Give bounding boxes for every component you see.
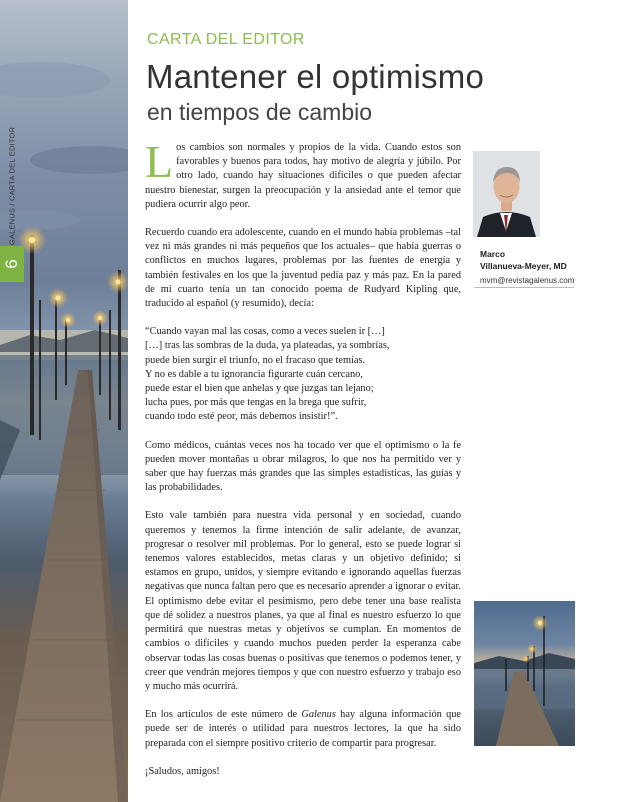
closing-line: ¡Saludos, amigos!: [145, 765, 220, 777]
author-photo: [473, 151, 540, 237]
drop-cap: L: [145, 136, 174, 187]
paragraph-5-start: En los artículos de este número de: [145, 709, 302, 721]
article-title: Mantener el optimismo: [146, 58, 485, 95]
cover-photo-pier: [0, 0, 128, 802]
paragraph-2: Recuerdo cuando era adolescente, cuando en el mundo había problemas –tal vez ni más grandes ni más pequeños que los actuales– que había guerras o conflictos en muchos lugares, problemas por las fuentes de energía y también festivales en los que la juventud pedía paz y más paz. En la pared de mi cuarto tenía un tan conocido poema de Rudyard Kipling que, traducido al español (y resumido), decía:: [145, 227, 461, 310]
pier-illustration: [0, 0, 128, 802]
paragraph-1-text: os cambios son normales y propios de la vida. Cuando estos son favorables y buenos para todos, hay motivo de alegría y júbilo. Por otro lado, cuando hay situaciones difíciles o que pueden afectar nuestro bienestar, surgen la preocupación y la ansiedad ante el temor que pudiera ocurrir algo peor.: [145, 142, 461, 210]
page-number: 6: [2, 259, 21, 269]
author-last-name: Villanueva-Meyer, MD: [480, 261, 567, 271]
paragraph-5-end: hay alguna información que puede ser de interés o utilidad para nuestros lectores, la que ha sido preparada con el siempre positivo criterio de compartir para progresar.: [145, 709, 462, 749]
author-name: [480, 248, 567, 272]
pier-thumbnail: [474, 601, 575, 746]
paragraph-3: Como médicos, cuántas veces nos ha tocado ver que el optimismo o la fe pueden mover montañas u obrar milagros, lo que nos ha permitido ver y saber que hay fuerzas más grandes que las simples estadísticas, las guías y las probabilidades.: [145, 439, 461, 494]
running-head: [0, 126, 24, 246]
paragraph-1: [145, 136, 461, 212]
quote-line: puede bien surgir el triunfo, no el fracaso que temías.: [145, 354, 366, 366]
quote-line: puede estar el bien que anhelas y que juzgas tan lejano;: [145, 383, 374, 395]
quote-line: Y no es dable a tu ignorancia figurarte cuán cercano,: [145, 368, 363, 380]
quote-line: lucha pues, por más que tengas en la brega que sufrir,: [145, 397, 367, 409]
article-body: [145, 136, 462, 793]
quote-line: “Cuando vayan mal las cosas, como a veces suelen ir […]: [145, 326, 385, 338]
magazine-name: Galenus: [301, 709, 336, 721]
kipling-quote: [145, 325, 461, 424]
author-divider: [474, 287, 574, 288]
author-first-name: Marco: [480, 249, 506, 259]
quote-line: cuando todo esté peor, más debemos insistir!”.: [145, 411, 338, 423]
paragraph-4: Esto vale también para nuestra vida personal y en sociedad, cuando queremos y tenemos la firme intención de salir adelante, de avanzar, progresar o resolver mil problemas. Por lo general, esto se puede lograr si tenemos valores establecidos, metas claras y un objetivo definido; si estamos en grupo, unidos, y siempre evitando e ignorando aquellas fuerzas negativas que nunca faltan pero que es necesario aprender a ignorar o evitar. El optimismo debe evitar el pesimismo, pero debe tener una base realista que dé solidez a nuestros planes, ya que al final es nuestro esfuerzo lo que permitirá que nuestras metas y objetivos se cumplan. En momentos de cambios o difíciles y cuando muchos pueden perder la esperanza cabe observar todas las cosas buenas o positivas que tenemos o podemos tener, y creer que vendrán mejores tiempos y que con nuestro esfuerzo y trabajo eso y mucho más ocurrirá.: [145, 510, 461, 692]
section-label: CARTA DEL EDITOR: [147, 31, 305, 48]
article-subtitle: en tiempos de cambio: [147, 99, 373, 125]
author-portrait: [473, 151, 540, 237]
author-email[interactable]: mvm@revistagalenus.com: [480, 276, 575, 285]
paragraph-5: [145, 708, 461, 751]
running-head-label: GALENUS / CARTA DEL EDITOR: [7, 126, 17, 246]
pier-photo-small: [474, 601, 575, 746]
quote-line: […] tras las sombras de la duda, ya plateadas, ya sombrías,: [145, 340, 390, 352]
